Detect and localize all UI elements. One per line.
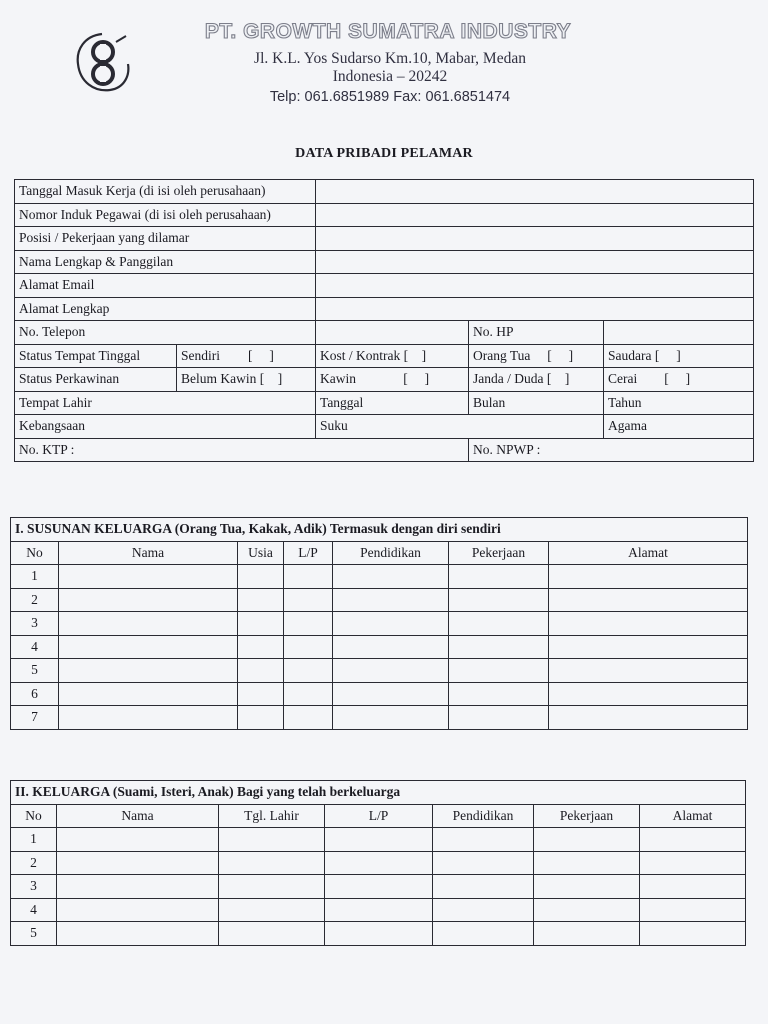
table-cell[interactable] [59,659,238,683]
table-cell[interactable] [549,565,748,589]
field-tahun[interactable]: Tahun [604,391,754,415]
option-orang-tua[interactable]: Orang Tua [ ] [469,344,604,368]
option-cerai[interactable]: Cerai [ ] [604,368,754,392]
table-cell[interactable] [284,612,333,636]
field-nama[interactable] [316,250,754,274]
table-cell[interactable] [57,851,219,875]
row-number: 4 [11,898,57,922]
table-row [11,612,748,636]
table-cell[interactable] [238,588,284,612]
table-row [11,922,746,946]
table-row [11,828,746,852]
row-status-tempat-tinggal [15,344,754,368]
row-telepon [15,321,754,345]
field-posisi[interactable] [316,227,754,251]
document-title: DATA PRIBADI PELAMAR [295,146,473,161]
table-row [11,851,746,875]
row-alamat [15,297,754,321]
table-cell[interactable] [549,588,748,612]
option-janda-duda[interactable]: Janda / Duda [ ] [469,368,604,392]
table-cell[interactable] [59,588,238,612]
table-cell[interactable] [449,706,549,730]
row-number: 5 [11,922,57,946]
option-sendiri-label: Sendiri [181,347,220,363]
option-kawin[interactable]: Kawin [ ] [316,368,469,392]
label-alamat: Alamat Lengkap [15,297,316,321]
table-cell[interactable] [59,635,238,659]
option-saudara[interactable]: Saudara [ ] [604,344,754,368]
table-cell[interactable] [238,612,284,636]
table-cell[interactable] [534,875,640,899]
row-number: 2 [11,588,59,612]
table-cell[interactable] [433,875,534,899]
table-cell[interactable] [333,635,449,659]
row-status-perkawinan [15,368,754,392]
label-posisi: Posisi / Pekerjaan yang dilamar [15,227,316,251]
table-row [11,706,748,730]
table-cell[interactable] [549,635,748,659]
table-cell[interactable] [57,828,219,852]
label-kebangsaan: Kebangsaan [15,415,316,439]
company-address: Jl. K.L. Yos Sudarso Km.10, Mabar, Medan [254,50,526,67]
checkbox-sendiri[interactable]: [ ] [248,347,274,363]
column-header: L/P [284,541,333,565]
option-belum-kawin[interactable]: Belum Kawin [ ] [177,368,316,392]
table-cell[interactable] [284,588,333,612]
personal-data-table [14,179,754,462]
table-cell[interactable] [433,922,534,946]
field-npwp[interactable]: No. NPWP : [469,438,754,462]
family-composition-table [10,517,748,730]
table-cell[interactable] [449,682,549,706]
table-cell[interactable] [325,828,433,852]
field-tanggal[interactable]: Tanggal [316,391,469,415]
table-cell[interactable] [238,706,284,730]
table-cell[interactable] [534,922,640,946]
table-cell[interactable] [284,682,333,706]
option-sendiri[interactable] [177,344,316,368]
table-cell[interactable] [433,828,534,852]
label-nomor-induk: Nomor Induk Pegawai (di isi oleh perusahaan) [15,203,316,227]
row-number: 3 [11,612,59,636]
row-kebangsaan [15,415,754,439]
table-cell[interactable] [219,898,325,922]
field-email[interactable] [316,274,754,298]
column-header: Usia [238,541,284,565]
table-header-row [11,804,746,828]
row-email [15,274,754,298]
table-cell[interactable] [284,635,333,659]
row-nama [15,250,754,274]
table-cell[interactable] [333,659,449,683]
table-cell[interactable] [549,659,748,683]
company-name: PT. GROWTH SUMATRA INDUSTRY [204,20,572,43]
column-header: Pendidikan [433,804,534,828]
section-title-row [11,781,746,805]
table-cell[interactable] [449,659,549,683]
table-cell[interactable] [333,612,449,636]
field-suku[interactable]: Suku [316,415,604,439]
row-number: 5 [11,659,59,683]
table-cell[interactable] [549,706,748,730]
company-phone-fax: Telp: 061.6851989 Fax: 061.6851474 [269,89,511,105]
row-ktp-npwp [15,438,754,462]
table-cell[interactable] [333,706,449,730]
table-cell[interactable] [534,898,640,922]
table-row [11,875,746,899]
option-kost[interactable]: Kost / Kontrak [ ] [316,344,469,368]
table-cell[interactable] [57,898,219,922]
field-tanggal-masuk[interactable] [316,180,754,204]
row-number: 3 [11,875,57,899]
column-header: Pekerjaan [449,541,549,565]
table-cell[interactable] [534,828,640,852]
table-cell[interactable] [219,922,325,946]
label-email: Alamat Email [15,274,316,298]
label-tempat-lahir: Tempat Lahir [15,391,316,415]
table-cell[interactable] [549,682,748,706]
column-header: Tgl. Lahir [219,804,325,828]
table-cell[interactable] [449,565,549,589]
row-tempat-lahir [15,391,754,415]
field-nomor-induk[interactable] [316,203,754,227]
column-header: Alamat [640,804,746,828]
label-telepon: No. Telepon [15,321,316,345]
table-cell[interactable] [219,851,325,875]
table-cell[interactable] [57,922,219,946]
row-number: 7 [11,706,59,730]
table-cell[interactable] [333,565,449,589]
row-posisi [15,227,754,251]
table-row [11,635,748,659]
table-cell[interactable] [449,588,549,612]
table-cell[interactable] [59,612,238,636]
table-cell[interactable] [640,851,746,875]
section-1-title: I. SUSUNAN KELUARGA (Orang Tua, Kakak, Adik) Termasuk dengan diri sendiri [11,518,748,542]
row-number: 6 [11,682,59,706]
column-header: Alamat [549,541,748,565]
table-cell[interactable] [549,612,748,636]
table-body [11,828,746,946]
table-cell[interactable] [59,565,238,589]
row-nomor-induk [15,203,754,227]
table-cell[interactable] [449,635,549,659]
table-row [11,588,748,612]
label-nama: Nama Lengkap & Panggilan [15,250,316,274]
table-cell[interactable] [640,922,746,946]
field-ktp[interactable]: No. KTP : [15,438,469,462]
column-header: Nama [59,541,238,565]
spouse-children-table [10,780,746,946]
table-cell[interactable] [640,898,746,922]
field-hp[interactable] [604,321,754,345]
table-cell[interactable] [59,682,238,706]
table-cell[interactable] [534,851,640,875]
label-hp: No. HP [469,321,604,345]
section-title-row [11,518,748,542]
table-body [11,565,748,730]
row-number: 1 [11,565,59,589]
table-row [11,659,748,683]
table-cell[interactable] [325,851,433,875]
column-header: Pendidikan [333,541,449,565]
table-cell[interactable] [238,635,284,659]
section-2-title: II. KELUARGA (Suami, Isteri, Anak) Bagi yang telah berkeluarga [11,781,746,805]
company-logo-icon [72,30,132,96]
table-row [11,565,748,589]
table-cell[interactable] [433,898,534,922]
column-header: Nama [57,804,219,828]
column-header: L/P [325,804,433,828]
field-bulan[interactable]: Bulan [469,391,604,415]
table-cell[interactable] [219,828,325,852]
column-header: No [11,541,59,565]
table-row [11,898,746,922]
table-cell[interactable] [640,875,746,899]
table-cell[interactable] [284,565,333,589]
table-cell[interactable] [284,659,333,683]
row-number: 1 [11,828,57,852]
label-tanggal-masuk: Tanggal Masuk Kerja (di isi oleh perusahaan) [15,180,316,204]
table-cell[interactable] [219,875,325,899]
table-cell[interactable] [238,659,284,683]
table-cell[interactable] [284,706,333,730]
table-cell[interactable] [449,612,549,636]
table-cell[interactable] [325,875,433,899]
table-cell[interactable] [59,706,238,730]
company-country-postcode: Indonesia – 20242 [332,68,448,85]
field-telepon[interactable] [316,321,469,345]
column-header: Pekerjaan [534,804,640,828]
column-header: No [11,804,57,828]
table-cell[interactable] [238,682,284,706]
table-row [11,682,748,706]
table-cell[interactable] [640,828,746,852]
table-cell[interactable] [57,875,219,899]
label-status-tempat: Status Tempat Tinggal [15,344,177,368]
table-cell[interactable] [333,588,449,612]
table-cell[interactable] [325,922,433,946]
table-cell[interactable] [325,898,433,922]
table-cell[interactable] [238,565,284,589]
row-number: 4 [11,635,59,659]
field-alamat[interactable] [316,297,754,321]
row-tanggal-masuk [15,180,754,204]
field-agama[interactable]: Agama [604,415,754,439]
table-cell[interactable] [333,682,449,706]
label-status-kawin: Status Perkawinan [15,368,177,392]
row-number: 2 [11,851,57,875]
table-header-row [11,541,748,565]
table-cell[interactable] [433,851,534,875]
